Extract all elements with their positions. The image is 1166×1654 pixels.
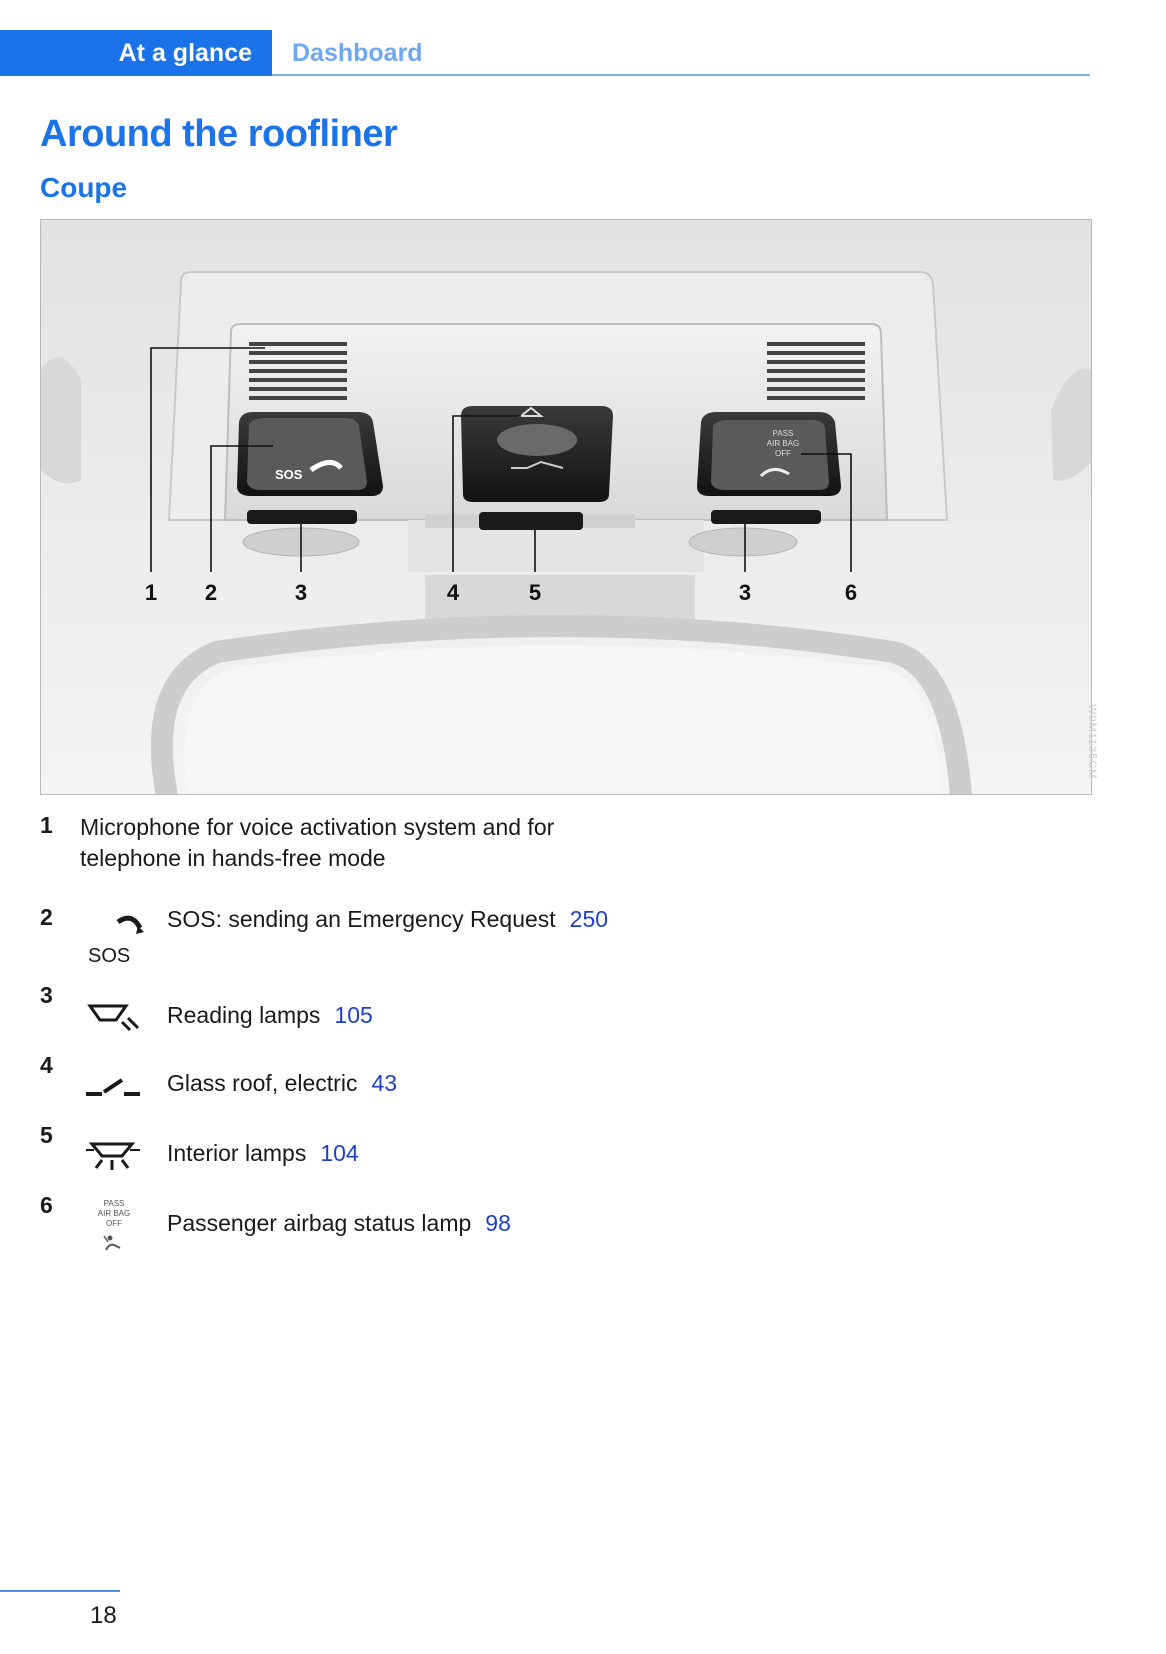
page-number: 18 (90, 1602, 117, 1629)
footer-rule (0, 1590, 120, 1592)
tab-at-a-glance[interactable]: At a glance (0, 30, 272, 76)
callout-6: 6 (844, 580, 858, 605)
glass-roof-icon (82, 1056, 146, 1118)
sos-phone-icon (82, 908, 146, 970)
page-ref-link[interactable]: 104 (320, 1140, 359, 1166)
item-number: 4 (40, 1052, 53, 1078)
roofliner-illustration (41, 220, 1092, 795)
item-number: 5 (40, 1122, 53, 1148)
callout-5: 5 (528, 580, 542, 605)
page-title: Around the roofliner (40, 113, 398, 155)
item-number: 2 (40, 904, 53, 930)
interior-lamp-icon (82, 1126, 146, 1188)
figure-code: W0M1135CM (1086, 704, 1098, 780)
airbag-lamp-line-1: PASS (772, 429, 794, 438)
item-text: Microphone for voice activation system and for telephone in hands-free mode (80, 814, 555, 871)
roofliner-figure (40, 219, 1092, 795)
item-text: Reading lamps (167, 1002, 321, 1028)
item-number: 3 (40, 982, 53, 1008)
airbag-lamp-line-3: OFF (775, 449, 791, 458)
svg-text:SOS: SOS (88, 945, 131, 967)
svg-text:PASS: PASS (103, 1199, 125, 1208)
callout-2: 2 (204, 580, 218, 605)
item-number: 1 (40, 812, 53, 838)
reading-lamp-icon (82, 986, 146, 1048)
item-text: Passenger airbag status lamp (167, 1210, 472, 1236)
header-tabs (0, 30, 1090, 76)
sos-button-label: SOS (275, 467, 303, 482)
header-rule (272, 74, 1090, 76)
item-text: Interior lamps (167, 1140, 307, 1166)
page-ref-link[interactable]: 98 (485, 1210, 511, 1236)
airbag-lamp-line-2: AIR BAG (766, 439, 800, 448)
callout-1: 1 (144, 580, 158, 605)
svg-text:OFF: OFF (106, 1219, 122, 1228)
item-number: 6 (40, 1192, 53, 1218)
page-ref-link[interactable]: 43 (371, 1070, 398, 1096)
page-ref-link[interactable]: 105 (334, 1002, 373, 1028)
page-ref-link[interactable]: 250 (569, 906, 609, 932)
page-subtitle: Coupe (40, 172, 128, 203)
item-text: Glass roof, electric (167, 1070, 358, 1096)
svg-text:AIR BAG: AIR BAG (97, 1209, 131, 1218)
callout-3-left: 3 (294, 580, 308, 605)
callout-3-right: 3 (738, 580, 752, 605)
callout-4: 4 (446, 580, 460, 605)
tab-dashboard[interactable]: Dashboard (292, 39, 423, 67)
item-text: SOS: sending an Emergency Request (167, 906, 556, 932)
airbag-status-icon (82, 1196, 146, 1258)
